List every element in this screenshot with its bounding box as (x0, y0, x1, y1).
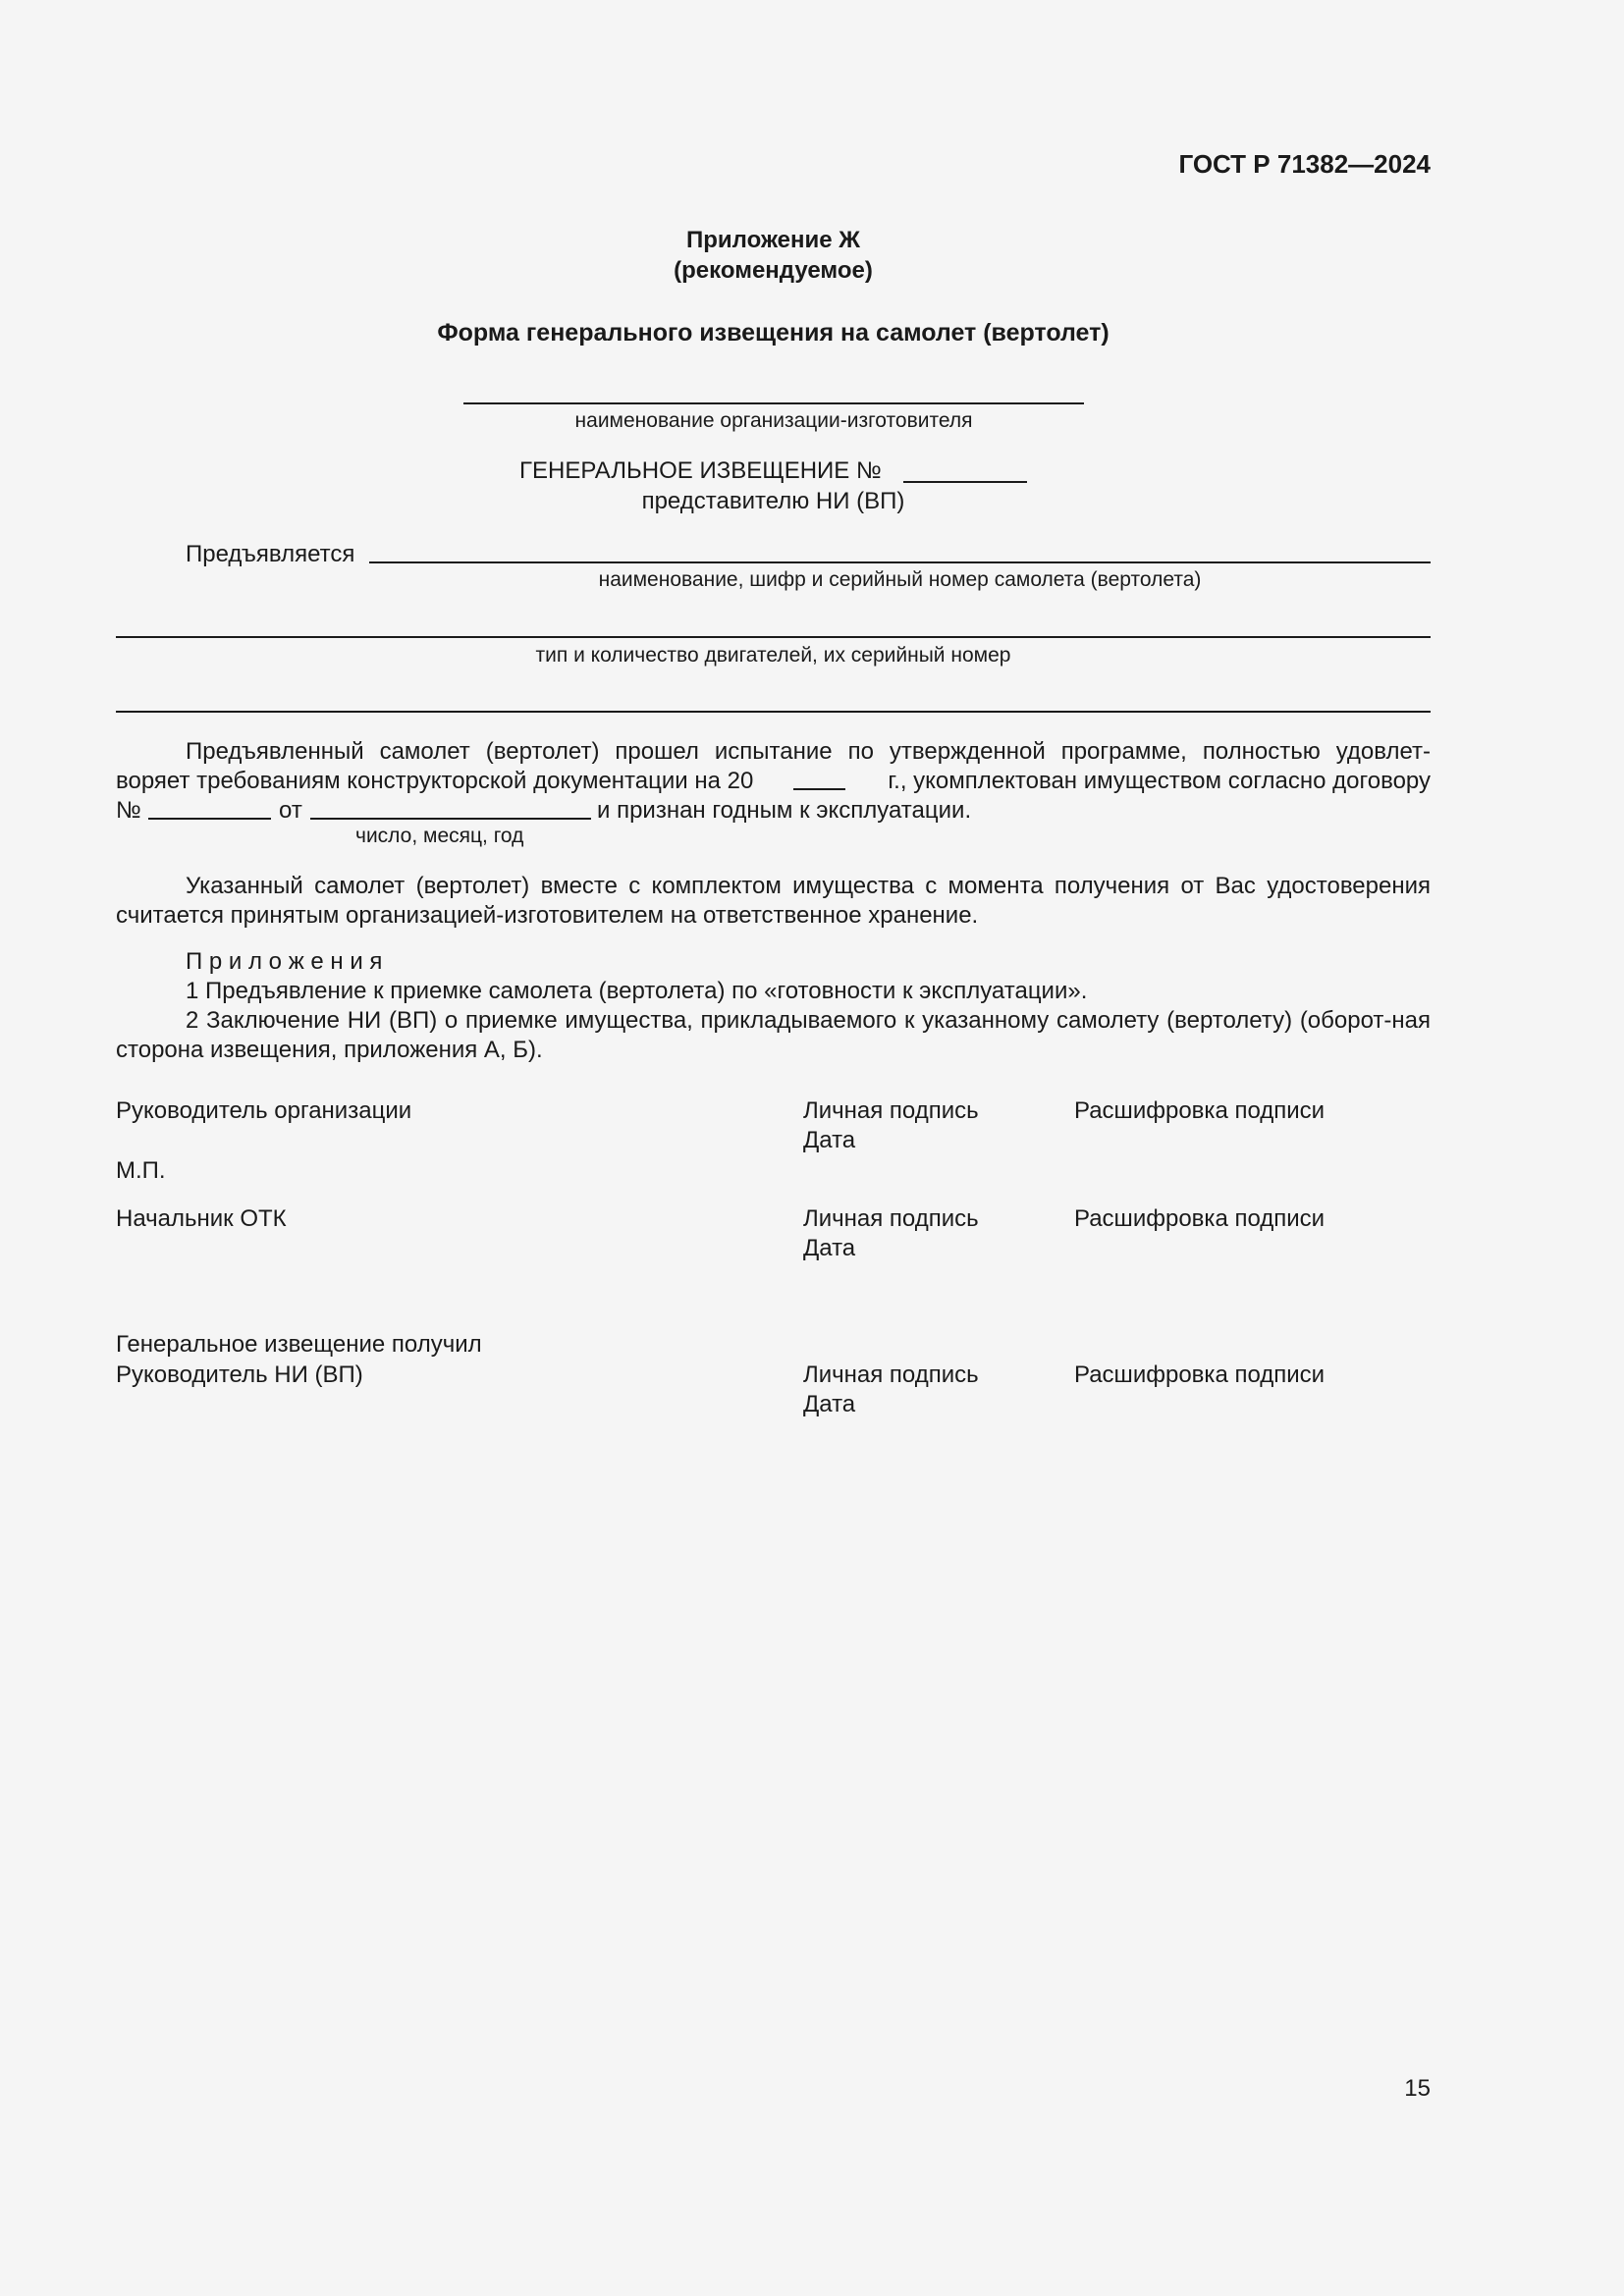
org-name-line (463, 402, 1084, 404)
attachments-heading: П р и л о ж е н и я (186, 948, 383, 975)
presented-label: Предъявляется (186, 541, 355, 567)
appendix-title: Приложение Ж (686, 227, 860, 253)
page-number: 15 (1404, 2075, 1431, 2102)
attachment-2: 2 Заключение НИ (ВП) о приемке имущества, прикладываемого к указанному самолету (вертолету) (оборот-ная сторона извещения, приложения А, Б). (116, 1007, 1431, 1063)
contract-date-line (310, 818, 591, 820)
form-title: Форма генерального извещения на самолет (вертолет) (437, 319, 1110, 347)
attachment-1: 1 Предъявление к приемке самолета (вертолета) по «готовности к эксплуатации». (186, 978, 1088, 1004)
blank-line (116, 711, 1431, 713)
engines-caption: тип и количество двигателей, их серийный номер (535, 644, 1011, 667)
date-caption: число, месяц, год (355, 825, 524, 847)
para1-line3-no: № (116, 797, 141, 824)
engines-line (116, 636, 1431, 638)
sig3-personal-signature: Личная подпись (803, 1362, 979, 1388)
doc-code: ГОСТ Р 71382—2024 (1178, 149, 1431, 179)
para2: Указанный самолет (вертолет) вместе с комплектом имущества с момента получения от Вас удостоверения считается принятым организацией-изготовителем на ответственное хранение. (116, 873, 1431, 929)
aircraft-line (369, 561, 1431, 563)
sig2-decoding: Расшифровка подписи (1074, 1205, 1326, 1232)
contract-number-line (148, 818, 271, 820)
otk-head-label: Начальник ОТК (116, 1205, 287, 1232)
sig1-decoding: Расшифровка подписи (1074, 1097, 1326, 1124)
stamp-label: М.П. (116, 1157, 166, 1184)
para1-line3-end: и признан годным к эксплуатации. (597, 797, 972, 824)
para1-line2-a: воряет требованиям конструкторской документации на 20 (116, 768, 754, 794)
sig1-date: Дата (803, 1127, 856, 1153)
org-caption: наименование организации-изготовителя (574, 409, 973, 432)
sig3-decoding: Расшифровка подписи (1074, 1362, 1326, 1388)
notice-recipient: представителю НИ (ВП) (641, 488, 905, 514)
sig2-date: Дата (803, 1235, 856, 1261)
head-org-label: Руководитель организации (116, 1097, 412, 1124)
year-line (793, 788, 845, 790)
ni-head-label: Руководитель НИ (ВП) (116, 1362, 363, 1388)
sig3-date: Дата (803, 1391, 856, 1417)
para1-line1: Предъявленный самолет (вертолет) прошел испытание по утвержденной программе, полностью удовлет- (186, 738, 1431, 765)
para1-line2-b: г., укомплектован имуществом согласно договору (888, 768, 1431, 794)
aircraft-caption: наименование, шифр и серийный номер самолета (вертолета) (598, 568, 1202, 591)
para1-line3-from: от (279, 797, 302, 824)
sig1-personal-signature: Личная подпись (803, 1097, 979, 1124)
notice-title: ГЕНЕРАЛЬНОЕ ИЗВЕЩЕНИЕ № (519, 457, 882, 484)
notice-number-line (903, 481, 1027, 483)
sig2-personal-signature: Личная подпись (803, 1205, 979, 1232)
received-by-label: Генеральное извещение получил (116, 1331, 482, 1358)
appendix-status: (рекомендуемое) (674, 257, 873, 284)
